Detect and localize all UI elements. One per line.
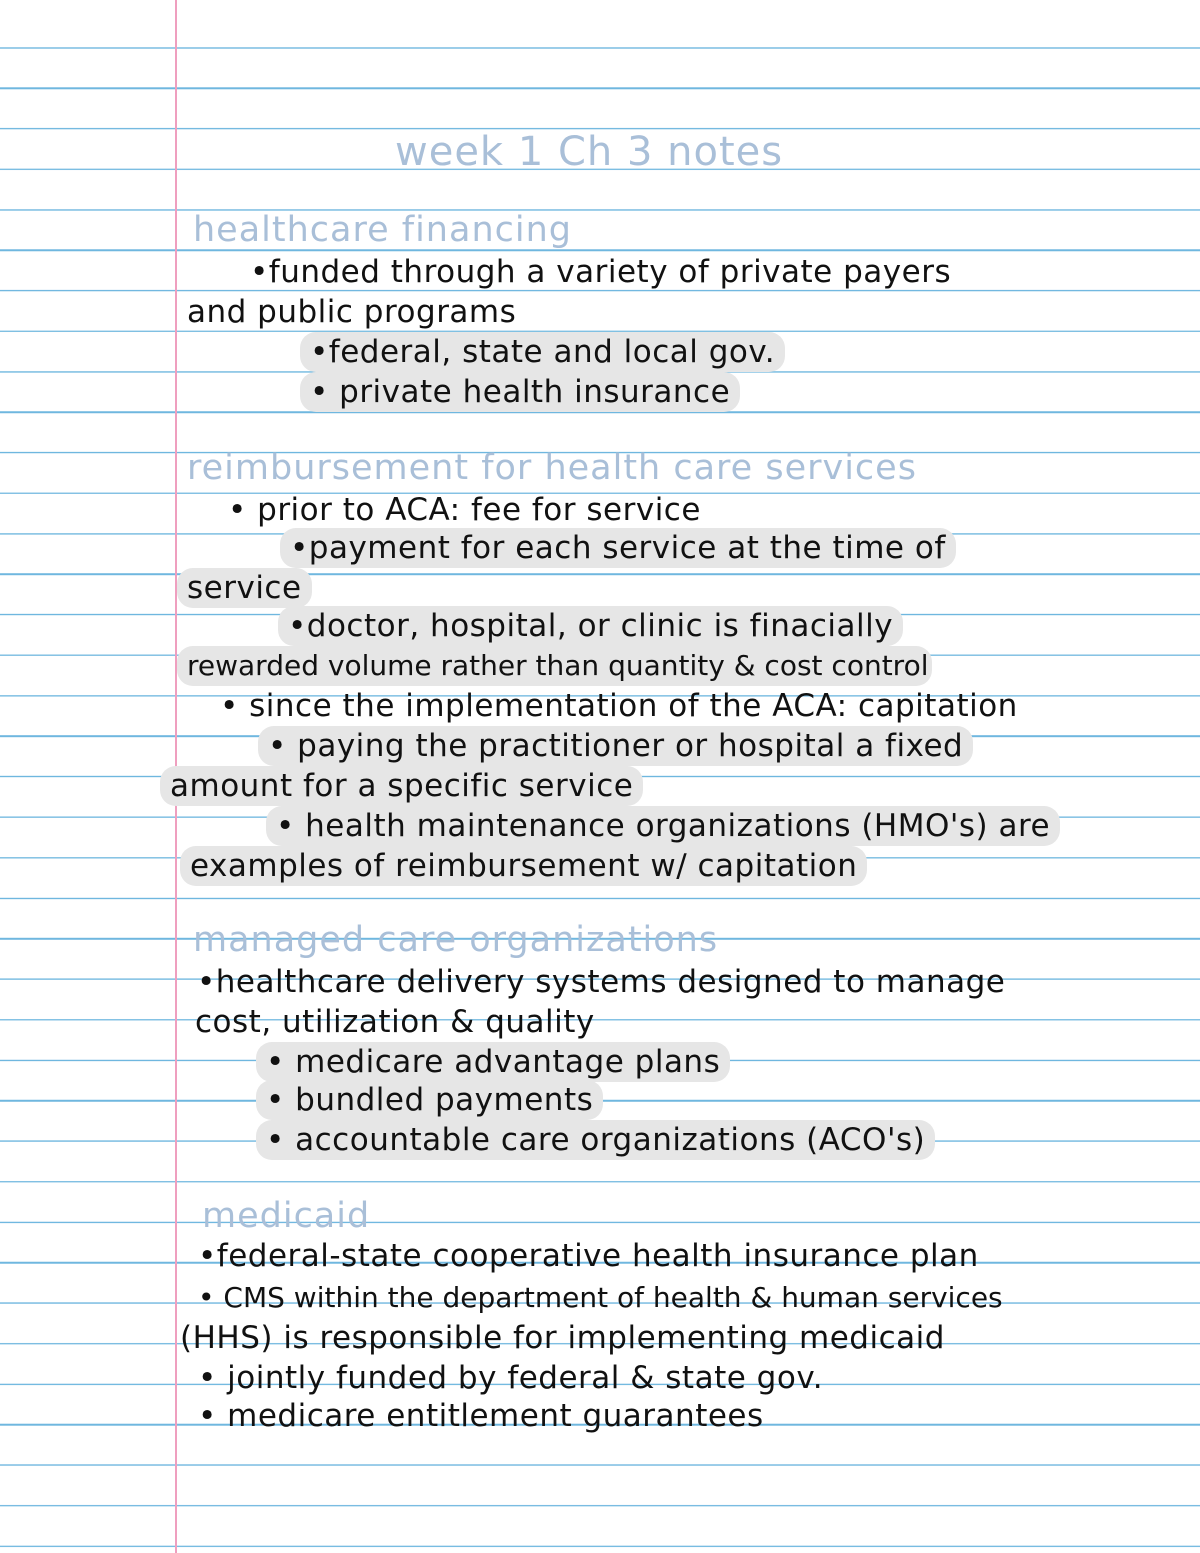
note-line-highlighted: •payment for each service at the time of: [280, 528, 956, 568]
note-line-highlighted: •federal, state and local gov.: [300, 332, 785, 372]
section-heading-managed-care: managed care organizations: [193, 920, 719, 960]
note-line: •healthcare delivery systems designed to manage: [197, 964, 1006, 1000]
note-line: cost, utilization & quality: [195, 1004, 595, 1040]
note-line-highlighted: • accountable care organizations (ACO's): [256, 1120, 935, 1160]
note-line-highlighted: • paying the practitioner or hospital a fixed: [258, 726, 973, 766]
note-line-highlighted: • health maintenance organizations (HMO's) are: [266, 806, 1060, 846]
note-line-highlighted: examples of reimbursement w/ capitation: [180, 846, 867, 886]
note-line-highlighted: rewarded volume rather than quantity & cost control: [177, 646, 932, 686]
note-line: (HHS) is responsible for implementing medicaid: [180, 1320, 945, 1356]
note-line-highlighted: • bundled payments: [256, 1080, 603, 1120]
note-line-highlighted: • private health insurance: [300, 372, 740, 412]
note-line: and public programs: [187, 294, 517, 330]
note-line: • CMS within the department of health & human services: [198, 1281, 1003, 1314]
note-line: •federal-state cooperative health insurance plan: [198, 1238, 979, 1274]
note-line-highlighted: amount for a specific service: [160, 766, 643, 806]
note-line: • prior to ACA: fee for service: [228, 492, 701, 528]
note-line: • since the implementation of the ACA: capitation: [220, 688, 1018, 724]
note-line: • medicare entitlement guarantees: [198, 1398, 764, 1434]
section-heading-medicaid: medicaid: [202, 1196, 371, 1236]
note-line-highlighted: service: [177, 568, 312, 608]
page-title: week 1 Ch 3 notes: [395, 129, 784, 175]
note-line-highlighted: • medicare advantage plans: [256, 1042, 730, 1082]
note-line: •funded through a variety of private payers: [250, 254, 952, 290]
section-heading-financing: healthcare financing: [193, 210, 572, 250]
note-line: • jointly funded by federal & state gov.: [198, 1360, 824, 1396]
section-heading-reimbursement: reimbursement for health care services: [187, 448, 917, 488]
note-line-highlighted: •doctor, hospital, or clinic is finacially: [278, 606, 903, 646]
